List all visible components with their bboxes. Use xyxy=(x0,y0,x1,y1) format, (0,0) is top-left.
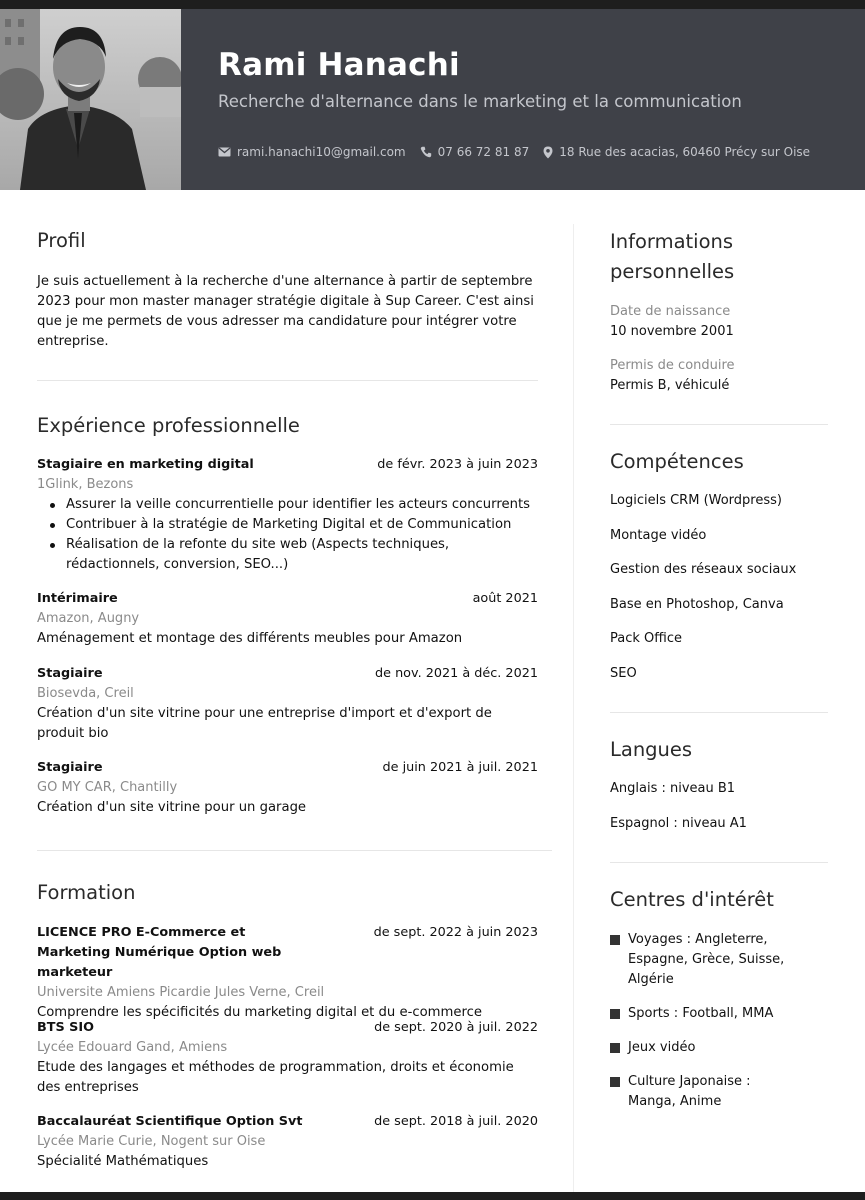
column-separator xyxy=(573,224,574,1192)
skill-item: Montage vidéo xyxy=(610,527,707,543)
interest-text: Sports : Football, MMA xyxy=(628,1006,774,1021)
candidate-headline: Recherche d'alternance dans le marketing et la communication xyxy=(218,92,742,111)
experience-company: Biosevda, Creil xyxy=(37,686,134,701)
experience-role: Stagiaire xyxy=(37,666,103,681)
experience-role: Stagiaire en marketing digital xyxy=(37,457,254,472)
formation-item xyxy=(37,923,538,1023)
interest-text: Voyages : Angleterre, Espagne, Grèce, Suisse, Algérie xyxy=(628,932,785,987)
experience-item xyxy=(37,758,538,818)
resume-page xyxy=(0,9,865,1192)
phone-icon xyxy=(420,146,432,158)
section-title-infos: Informations personnelles xyxy=(610,230,735,283)
birthdate-label: Date de naissance xyxy=(610,304,731,319)
skills-section xyxy=(610,447,840,684)
skill-item: Pack Office xyxy=(610,631,682,646)
profile-photo xyxy=(0,9,181,190)
personal-info-section xyxy=(610,227,840,396)
skill-item: Logiciels CRM (Wordpress) xyxy=(610,493,782,508)
envelope-icon xyxy=(218,147,231,157)
resume-header xyxy=(0,9,865,190)
section-title-experience: Expérience professionnelle xyxy=(37,414,300,437)
candidate-name: Rami Hanachi xyxy=(218,47,460,83)
experience-description: Aménagement et montage des différents meubles pour Amazon xyxy=(37,631,463,646)
formation-date: de sept. 2018 à juil. 2020 xyxy=(374,1114,538,1129)
experience-task: Contribuer à la stratégie de Marketing Digital et de Communication xyxy=(47,515,538,535)
interest-item xyxy=(610,930,795,990)
skill-item: Gestion des réseaux sociaux xyxy=(610,562,797,577)
language-item: Anglais : niveau B1 xyxy=(610,781,736,796)
formation-description: Etude des langages et méthodes de programmation, droits et économie des entreprises xyxy=(37,1060,514,1095)
section-divider xyxy=(610,712,828,713)
address-text: 18 Rue des acacias, 60460 Précy sur Oise xyxy=(559,145,811,159)
top-frame-bar xyxy=(0,0,865,9)
square-bullet-icon xyxy=(610,1043,620,1053)
section-title-profil: Profil xyxy=(37,229,86,252)
experience-task: Assurer la veille concurrentielle pour identifier les acteurs concurrents xyxy=(47,495,538,515)
formation-school: Lycée Marie Curie, Nogent sur Oise xyxy=(37,1134,266,1149)
interests-section xyxy=(610,885,840,1112)
experience-item xyxy=(37,664,538,744)
interest-text: Jeux vidéo xyxy=(628,1040,696,1055)
experience-description: Création d'un site vitrine pour une entreprise d'import et d'export de produit bio xyxy=(37,706,492,741)
formation-date: de sept. 2022 à juin 2023 xyxy=(373,925,538,940)
experience-item xyxy=(37,589,538,649)
section-divider xyxy=(37,380,538,381)
formation-degree: Baccalauréat Scientifique Option Svt xyxy=(37,1114,303,1129)
section-divider xyxy=(610,424,828,425)
formation-item xyxy=(37,1112,538,1172)
map-pin-icon xyxy=(543,146,553,159)
interest-item xyxy=(610,1072,800,1112)
bottom-frame-bar xyxy=(0,1192,865,1200)
section-divider xyxy=(37,850,552,851)
experience-date: de févr. 2023 à juin 2023 xyxy=(377,457,538,472)
experience-description: Création d'un site vitrine pour un garage xyxy=(37,800,307,815)
phone-text: 07 66 72 81 87 xyxy=(437,145,530,159)
formation-item xyxy=(37,1018,538,1098)
formation-degree: BTS SIO xyxy=(37,1020,95,1035)
square-bullet-icon xyxy=(610,935,620,945)
languages-section xyxy=(610,735,840,834)
interest-item xyxy=(610,1004,840,1024)
formation-description: Comprendre les spécificités du marketing digital et du e-commerce xyxy=(37,1005,482,1020)
square-bullet-icon xyxy=(610,1077,620,1087)
email-text: rami.hanachi10@gmail.com xyxy=(237,145,406,159)
experience-date: août 2021 xyxy=(472,591,538,606)
square-bullet-icon xyxy=(610,1009,620,1019)
contact-phone[interactable] xyxy=(420,145,530,159)
skill-item: Base en Photoshop, Canva xyxy=(610,596,784,612)
formation-degree: LICENCE PRO E-Commerce et Marketing Numérique Option web marketeur xyxy=(37,925,282,980)
birthdate-value: 10 novembre 2001 xyxy=(610,324,734,339)
experience-company: GO MY CAR, Chantilly xyxy=(37,780,178,795)
section-title-langues: Langues xyxy=(610,738,693,761)
section-title-interets: Centres d'intérêt xyxy=(610,888,774,911)
profil-text: Je suis actuellement à la recherche d'une alternance à partir de septembre 2023 pour mon master manager stratégie digitale à Sup Career. C'est ainsi que je me permets de vous adresser ma candidature pour intégrer votre entreprise. xyxy=(37,274,534,349)
experience-company: Amazon, Augny xyxy=(37,611,140,626)
experience-role: Intérimaire xyxy=(37,591,118,606)
formation-school: Lycée Edouard Gand, Amiens xyxy=(37,1040,228,1055)
experience-role: Stagiaire xyxy=(37,760,103,775)
experience-company: 1Glink, Bezons xyxy=(37,477,134,492)
experience-date: de nov. 2021 à déc. 2021 xyxy=(375,666,538,681)
language-item: Espagnol : niveau A1 xyxy=(610,815,747,831)
license-value: Permis B, véhiculé xyxy=(610,378,730,393)
experience-task: Réalisation de la refonte du site web (Aspects techniques, rédactionnels, conversion, SEO...) xyxy=(47,535,538,575)
contact-email[interactable] xyxy=(218,145,406,159)
contact-info xyxy=(218,145,824,159)
formation-description: Spécialité Mathématiques xyxy=(37,1154,209,1169)
formation-date: de sept. 2020 à juil. 2022 xyxy=(374,1020,538,1035)
interest-text: Culture Japonaise : Manga, Anime xyxy=(628,1074,751,1109)
interest-item xyxy=(610,1038,840,1058)
skill-item: SEO xyxy=(610,665,637,681)
formation-school: Universite Amiens Picardie Jules Verne, Creil xyxy=(37,985,325,1000)
license-label: Permis de conduire xyxy=(610,358,735,373)
section-divider xyxy=(610,862,828,863)
section-title-competences: Compétences xyxy=(610,450,744,473)
experience-date: de juin 2021 à juil. 2021 xyxy=(382,760,538,775)
experience-item xyxy=(37,455,538,575)
experience-tasks xyxy=(37,495,538,575)
section-title-formation: Formation xyxy=(37,881,136,904)
contact-address xyxy=(543,145,810,159)
